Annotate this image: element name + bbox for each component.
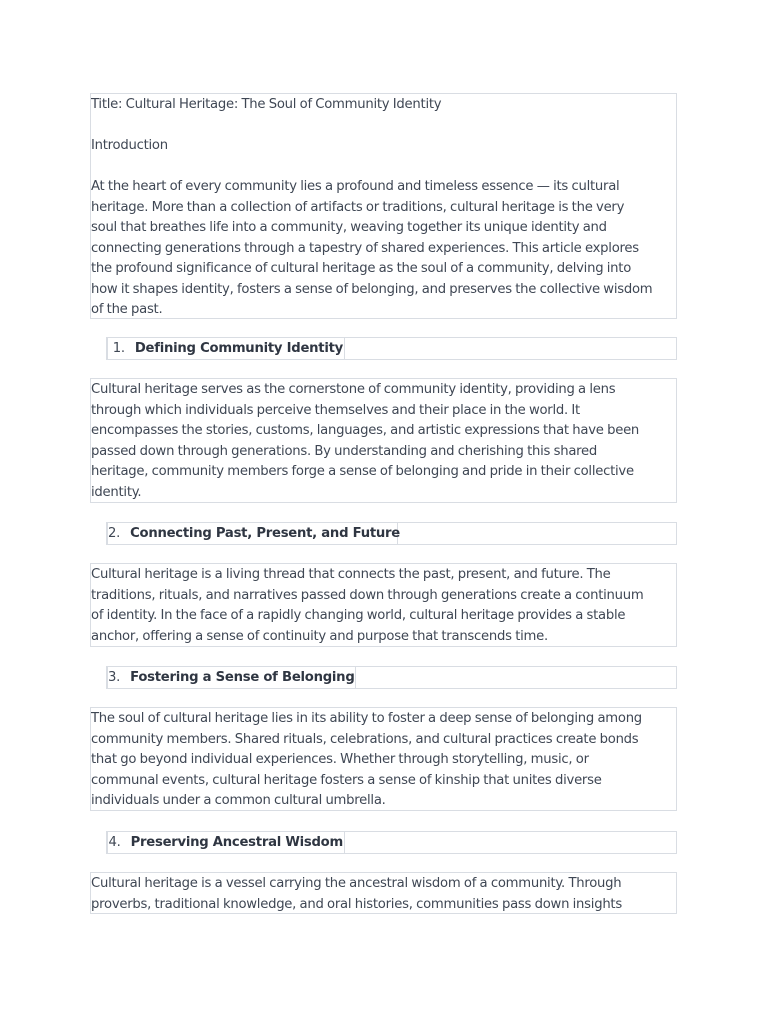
- intro-heading: Introduction: [91, 138, 168, 153]
- section-4-title: Preserving Ancestral Wisdom: [130, 835, 343, 850]
- section-3-number: 3.: [108, 670, 121, 685]
- section-4-paragraph: Cultural heritage is a vessel carrying the ancestral wisdom of a community. Through proverbs, traditional knowledge, and oral histories, communities pass down insights: [91, 876, 622, 912]
- section-2-block: [90, 563, 677, 647]
- section-3-heading-row: [106, 666, 677, 689]
- section-4-heading: [107, 831, 345, 854]
- intro-paragraph: At the heart of every community lies a profound and timeless essence — its cultural heritage. More than a collection of artifacts or traditions, cultural heritage is the very soul that breathes life into a community, weaving together its unique identity and connecting generations through a tapestry of shared experiences. This article explores the profound significance of cultural heritage as the soul of a community, delving into how it shapes identity, fosters a sense of belonging, and preserves the collective wisdom of the past.: [91, 179, 653, 317]
- section-2-paragraph: Cultural heritage is a living thread that connects the past, present, and future. The traditions, rituals, and narratives passed down through generations create a continuum of identity. In the face of a rapidly changing world, cultural heritage provides a stable anchor, offering a sense of continuity and purpose that transcends time.: [91, 567, 644, 644]
- section-2-heading: [107, 522, 398, 545]
- section-1-block: [90, 378, 677, 503]
- section-1-number: 1.: [112, 341, 125, 356]
- section-3-block: [90, 707, 677, 811]
- section-1-title: Defining Community Identity: [134, 341, 343, 356]
- section-2-heading-row: [106, 522, 677, 545]
- intro-block: [90, 93, 677, 319]
- section-2-title: Connecting Past, Present, and Future: [130, 526, 400, 541]
- document-title: Title: Cultural Heritage: The Soul of Community Identity: [91, 97, 442, 112]
- section-1-heading-row: [106, 337, 677, 360]
- section-4-heading-row: [106, 831, 677, 854]
- section-1-paragraph: Cultural heritage serves as the cornerstone of community identity, providing a lens through which individuals perceive themselves and their place in the world. It encompasses the stories, customs, languages, and artistic expressions that have been passed down through generations. By understanding and cherishing this shared heritage, community members forge a sense of belonging and pride in their collective identity.: [91, 382, 640, 500]
- section-1-heading: [107, 337, 345, 360]
- section-4-number: 4.: [108, 835, 121, 850]
- section-3-heading: [107, 666, 356, 689]
- section-4-block: [90, 872, 677, 914]
- section-3-paragraph: The soul of cultural heritage lies in its ability to foster a deep sense of belonging among community members. Shared rituals, celebrations, and cultural practices create bonds that go beyond individual experiences. Whether through storytelling, music, or communal events, cultural heritage fosters a sense of kinship that unites diverse individuals under a common cultural umbrella.: [91, 711, 642, 808]
- section-3-title: Fostering a Sense of Belonging: [130, 670, 355, 685]
- section-2-number: 2.: [108, 526, 121, 541]
